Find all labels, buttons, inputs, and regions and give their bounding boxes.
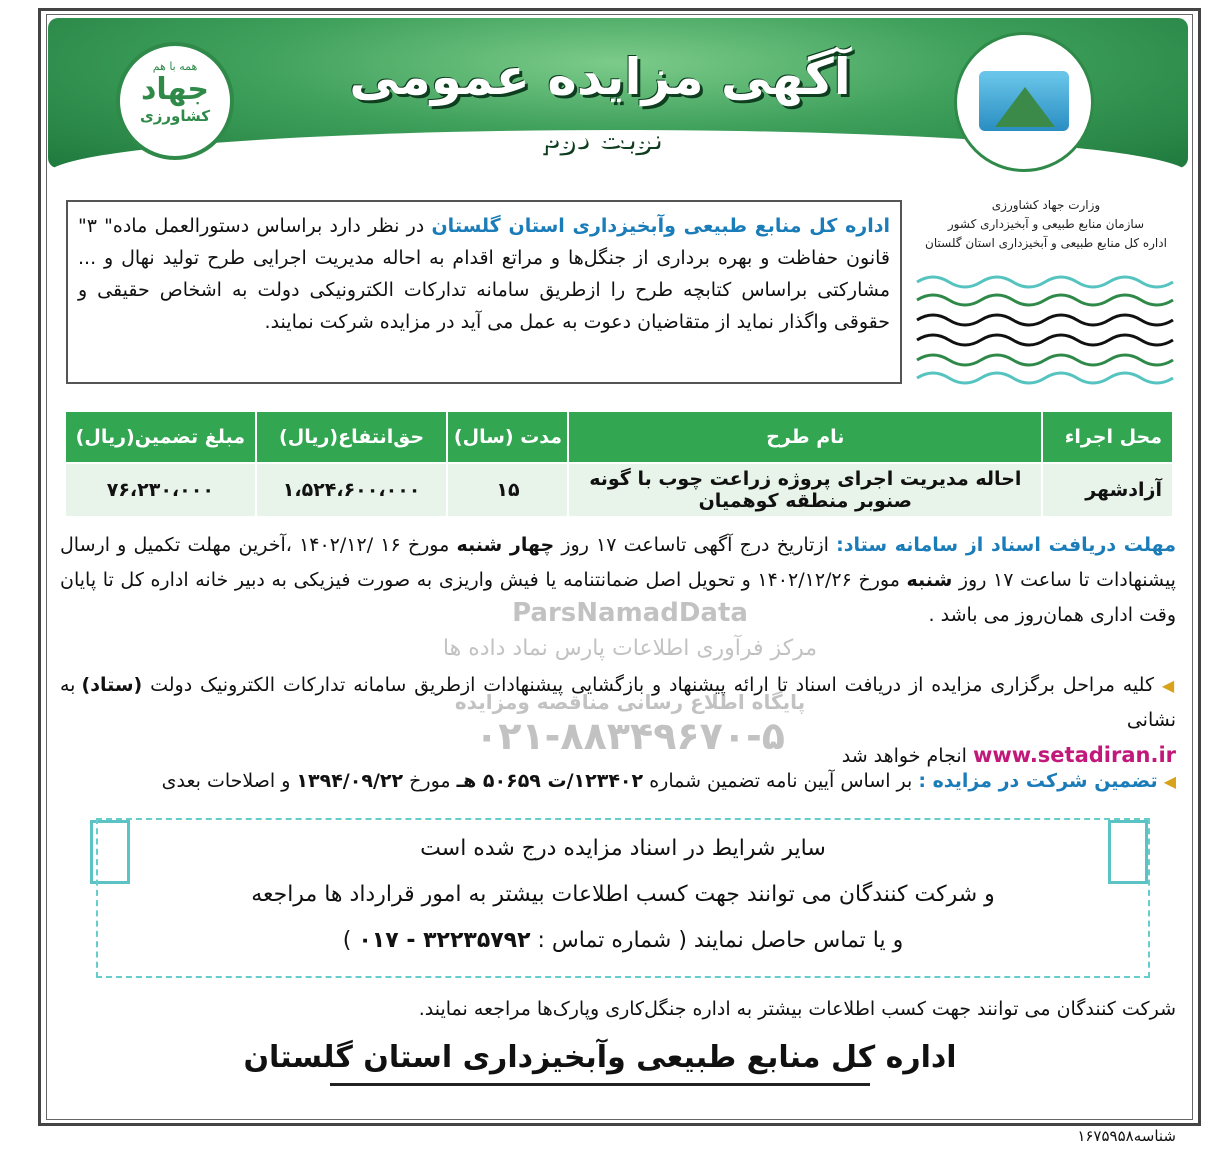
jihad-logo xyxy=(116,42,234,160)
col-guarantee: مبلغ تضمین(ریال) xyxy=(65,411,256,463)
footer-underline xyxy=(330,1083,870,1086)
guarantee-date: ۱۳۹۴/۰۹/۲۲ xyxy=(296,770,404,792)
col-usufruct: حق‌انتفاع(ریال) xyxy=(256,411,448,463)
stages-setad: (ستاد) xyxy=(81,674,143,696)
intro-box xyxy=(66,200,902,384)
guarantee-label: تضمین شرکت در مزایده : xyxy=(918,770,1158,792)
wave-decoration-icon xyxy=(915,270,1177,390)
guarantee-text-c: و اصلاحات بعدی xyxy=(161,770,291,792)
jihad-logo-top: همه با هم xyxy=(152,60,198,73)
conditions-box xyxy=(96,818,1150,978)
ministry-line-3: اداره کل منابع طبیعی و آبخیزداری استان گلستان xyxy=(925,236,1167,250)
deadline-text-a: ازتاریخ درج آگهی تاساعت ۱۷ روز xyxy=(561,534,829,556)
page-title: آگهی مزایده عمومی xyxy=(349,48,851,106)
cell-duration: ۱۵ xyxy=(447,463,568,517)
page-subtitle: نوبت دوم xyxy=(539,124,661,154)
col-location: محل اجراء xyxy=(1042,411,1173,463)
table-header-row xyxy=(65,411,1173,463)
ministry-line-1: وزارت جهاد کشاورزی xyxy=(991,198,1101,212)
guarantee-paragraph xyxy=(60,764,1176,799)
watermark-line-1: مرکز فرآوری اطلاعات پارس نماد داده ها xyxy=(442,636,818,661)
jihad-logo-bottom: کشاورزی xyxy=(140,107,210,125)
tree-emblem-icon xyxy=(995,87,1055,127)
stages-text-b: به نشانی xyxy=(60,674,1176,731)
bullet-icon: ◀ xyxy=(1163,772,1176,791)
deadline-text-c: مورخ ۱۴۰۲/۱۲/۲۶ و تحویل اصل ضمانتنامه یا فیش واریزی به صورت فیزیکی به دبیر خانه اداره کل تا پایان وقت اداری همان‌روز می باشد . xyxy=(60,569,1176,626)
note-paragraph: شرکت کنندگان می توانند جهت کسب اطلاعات بیشتر به اداره جنگل‌کاری وپارک‌ها مراجعه نمایند. xyxy=(418,998,1176,1020)
guarantee-number: ۱۲۳۴۰۲/ت ۵۰۶۵۹ هـ xyxy=(456,770,644,792)
contact-phone: ۳۲۲۳۵۷۹۲ - ۰۱۷ xyxy=(358,928,531,953)
watermark-brand: ParsNamadData xyxy=(512,598,748,628)
cell-project: احاله مدیریت اجرای پروژه زراعت چوب با گونه صنوبر منطقه کوهمیان xyxy=(568,463,1042,517)
auction-table xyxy=(64,410,1174,518)
intro-text: در نظر دارد براساس دستورالعمل ماده" ۳" قانون حفاظت و بهره برداری از جنگل‌ها و مراتع اقدام به احاله مدیریت اجرایی طرح تولید نهال و ... مشارکتی براساس کتابچه طرح را ازطریق سامانه تدارکات الکترونیکی دولت به اشخاص حقیقی و حقوقی واگذار نماید از متقاضیان دعوت به عمل می آید در مزایده شرکت نمایند. xyxy=(78,215,890,333)
deadline-paragraph xyxy=(60,528,1176,633)
deadline-day-2: شنبه xyxy=(906,569,953,591)
conditions-line-3-end: ) xyxy=(342,928,352,953)
intro-highlight: اداره کل منابع طبیعی وآبخیزداری استان گلستان xyxy=(431,215,891,237)
cell-location: آزادشهر xyxy=(1042,463,1173,517)
bullet-icon: ◀ xyxy=(1161,676,1177,695)
natural-resources-emblem xyxy=(954,32,1094,172)
setad-link[interactable]: www.setadiran.ir xyxy=(972,743,1176,767)
table-row xyxy=(65,463,1173,517)
stages-text-a: کلیه مراحل برگزاری مزایده از دریافت اسناد تا ارائه پیشنهاد و بازگشایی پیشنهادات ازطریق سامانه تدارکات الکترونیک دولت xyxy=(150,674,1154,696)
guarantee-text-a: بر اساس آیین نامه تضمین شماره xyxy=(649,770,913,792)
col-duration: مدت (سال) xyxy=(447,411,568,463)
stages-text-c: انجام خواهد شد xyxy=(841,745,967,767)
ministry-line-2: سازمان منابع طبیعی و آبخیزداری کشور xyxy=(947,217,1145,231)
ministry-block xyxy=(912,196,1180,253)
deadline-text-b: مورخ ۱۶ /۱۴۰۲/۱۲ ،آخرین مهلت تکمیل و ارسال پیشنهادات تا ساعت ۱۷ روز xyxy=(60,534,1176,591)
conditions-line-3 xyxy=(98,918,1148,964)
conditions-line-2: و شرکت کنندگان می توانند جهت کسب اطلاعات بیشتر به امور قرارداد ها مراجعه xyxy=(251,882,995,907)
guarantee-text-b: مورخ xyxy=(409,770,451,792)
watermark-line-2: پایگاه اطلاع رسانی مناقصه ومزایده xyxy=(454,690,806,714)
cell-usufruct: ۱،۵۲۴،۶۰۰،۰۰۰ xyxy=(256,463,448,517)
deadline-day-1: چهار شنبه xyxy=(456,534,555,556)
jihad-logo-main: جهاد xyxy=(140,72,210,107)
ad-code: شناسه۱۶۷۵۹۵۸ xyxy=(1077,1127,1176,1145)
col-project: نام طرح xyxy=(568,411,1042,463)
cell-guarantee: ۷۶،۲۳۰،۰۰۰ xyxy=(65,463,256,517)
deadline-label: مهلت دریافت اسناد از سامانه ستاد: xyxy=(836,534,1176,556)
conditions-line-1: سایر شرایط در اسناد مزایده درج شده است xyxy=(420,836,826,861)
watermark-phone: ۰۲۱-۸۸۳۴۹۶۷۰-۵ xyxy=(475,714,785,758)
footer-title: اداره کل منابع طبیعی وآبخیزداری استان گلستان xyxy=(243,1040,957,1075)
conditions-line-3-text: و یا تماس حاصل نمایند ( شماره تماس : xyxy=(537,928,904,953)
